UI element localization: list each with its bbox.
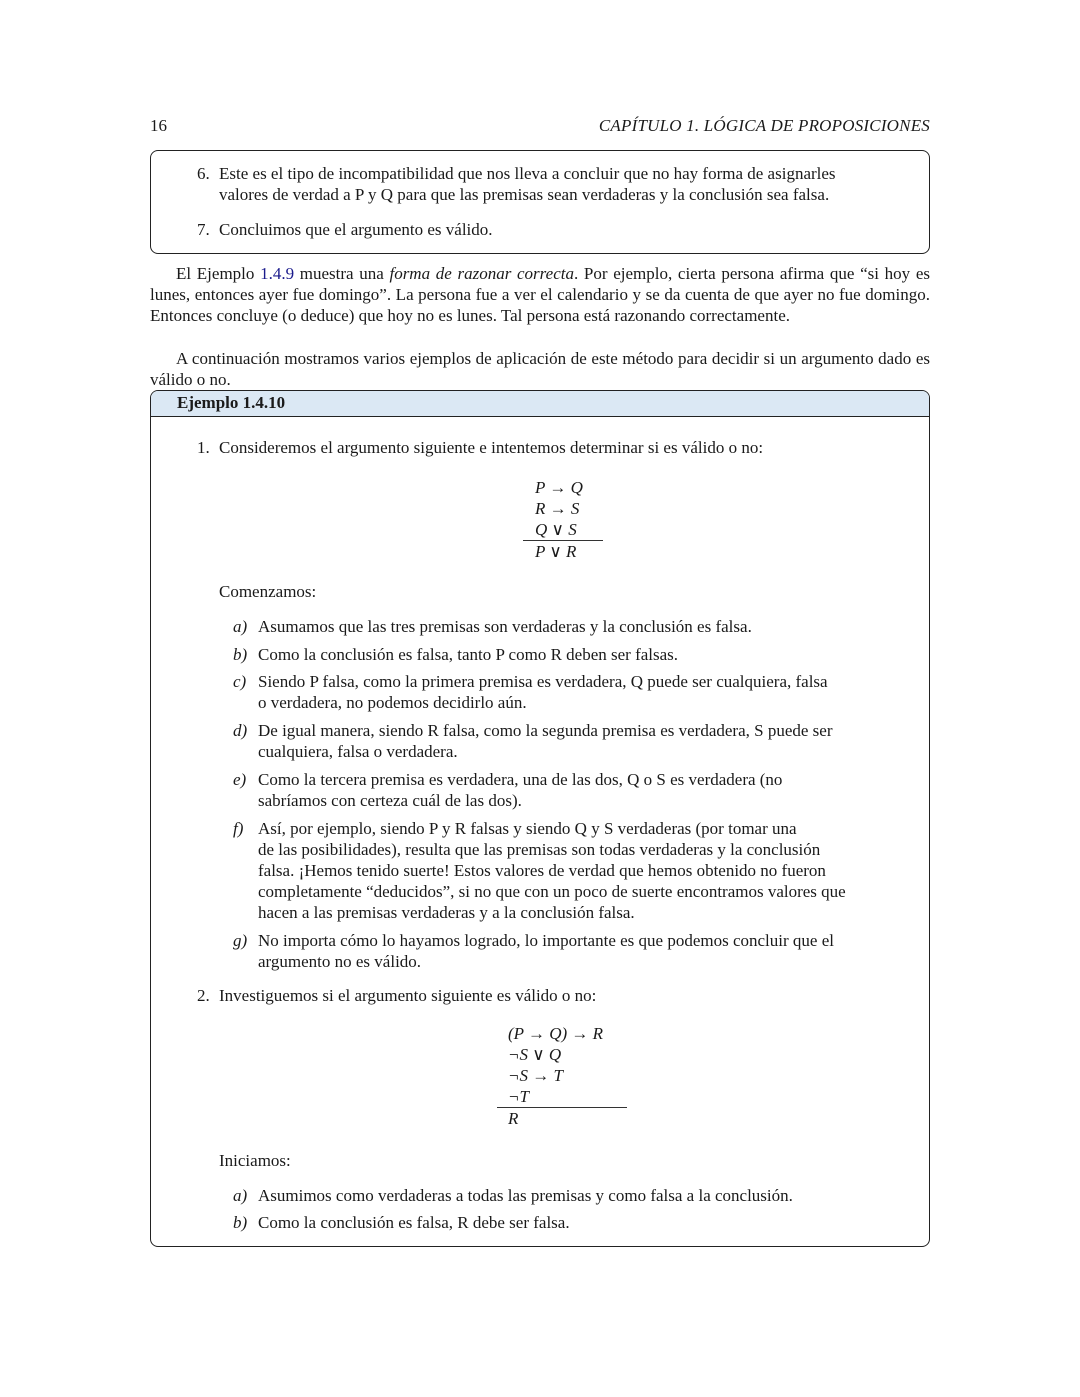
intro-text: Comenzamos: <box>219 582 317 601</box>
text-line: sabríamos con certeza cuál de las dos). <box>258 791 522 810</box>
step-label: d) <box>233 721 248 740</box>
argument-1 <box>523 477 603 562</box>
text-run: El Ejemplo <box>176 264 261 283</box>
example-title: Ejemplo 1.4.10 <box>177 393 286 412</box>
text-line: de las posibilidades), resulta que las premisas son todas verdaderas y la conclusión <box>258 840 821 859</box>
text-line: Como la tercera premisa es verdadera, una de las dos, Q o S es verdadera (no <box>258 770 783 789</box>
premise: Q ∨ S <box>535 520 577 539</box>
text-run: A continuación mostramos varios ejemplos de aplicación de este método para decidir si un argumento dado es válido o no. <box>150 349 930 389</box>
text-line: o verdadera, no podemos decidirlo aún. <box>258 693 527 712</box>
step-label: g) <box>233 931 248 950</box>
text-line: valores de verdad a P y Q para que las premisas sean verdaderas y la conclusión sea falsa. <box>219 185 830 204</box>
text-run: muestra una <box>294 264 390 283</box>
example-box <box>150 390 930 1247</box>
step-label: f) <box>233 819 244 838</box>
premise: (P → Q) → R <box>508 1024 604 1043</box>
page-number: 16 <box>150 116 167 135</box>
step-label: c) <box>233 672 247 691</box>
intro-text: Iniciamos: <box>219 1151 291 1170</box>
emphasis-text: forma de razonar correcta <box>389 264 574 283</box>
premise: P → Q <box>535 478 583 497</box>
text-line: Así, por ejemplo, siendo P y R falsas y siendo Q y S verdaderas (por tomar una <box>258 819 797 838</box>
conclusion: P ∨ R <box>535 542 577 561</box>
enum-number: 6. <box>197 164 210 183</box>
premise: R → S <box>535 499 580 518</box>
step-label: a) <box>233 1186 248 1205</box>
premise: ¬S → T <box>508 1066 563 1085</box>
text-line: Como la conclusión es falsa, tanto P como R deben ser falsas. <box>258 645 679 664</box>
enum-number: 2. <box>197 986 210 1005</box>
text-line: Asumimos como verdaderas a todas las premisas y como falsa a la conclusión. <box>258 1186 793 1205</box>
conclusion: R <box>508 1109 519 1128</box>
text-line: cualquiera, falsa o verdadera. <box>258 742 458 761</box>
text-line: Este es el tipo de incompatibilidad que nos lleva a concluir que no hay forma de asignarles <box>219 164 836 183</box>
text-line: Asumamos que las tres premisas son verdaderas y la conclusión es falsa. <box>258 617 752 636</box>
text-line: De igual manera, siendo R falsa, como la segunda premisa es verdadera, S puede ser <box>258 721 833 740</box>
text-line: No importa cómo lo hayamos logrado, lo importante es que podemos concluir que el <box>258 931 834 950</box>
paragraph-2 <box>150 348 930 390</box>
paragraph-1 <box>150 263 930 326</box>
enum-number: 1. <box>197 438 210 457</box>
step-label: b) <box>233 645 248 664</box>
argument-2 <box>497 1023 627 1129</box>
text-line: completamente “deducidos”, si no que con un poco de suerte encontramos valores que <box>258 882 846 901</box>
text-line: Como la conclusión es falsa, R debe ser falsa. <box>258 1213 570 1232</box>
text-line: falsa. ¡Hemos tenido suerte! Estos valores de verdad que hemos obtenido no fueron <box>258 861 826 880</box>
text-line: hacen a las premisas verdaderas y a la conclusión falsa. <box>258 903 635 922</box>
step-label: e) <box>233 770 247 789</box>
example-link[interactable]: 1.4.9 <box>260 264 295 283</box>
text-line: Concluimos que el argumento es válido. <box>219 220 493 239</box>
step-label: a) <box>233 617 248 636</box>
text-line: argumento no es válido. <box>258 952 422 971</box>
premise: ¬S ∨ Q <box>508 1045 562 1064</box>
example-header <box>151 391 929 417</box>
continued-example-box <box>150 150 930 254</box>
item-text: Investiguemos si el argumento siguiente es válido o no: <box>219 986 597 1005</box>
premise: ¬T <box>508 1087 529 1106</box>
enum-number: 7. <box>197 220 210 239</box>
running-head: CAPÍTULO 1. LÓGICA DE PROPOSICIONES <box>598 116 930 135</box>
step-label: b) <box>233 1213 248 1232</box>
item-text: Consideremos el argumento siguiente e intentemos determinar si es válido o no: <box>219 438 764 457</box>
text-line: Siendo P falsa, como la primera premisa es verdadera, Q puede ser cualquiera, falsa <box>258 672 828 691</box>
text-run: . Por ejemplo, cierta persona afirma que “si hoy es lunes, entonces ayer fue domingo”. La persona fue a ver el calendario y se da cuenta de que ayer no fue domingo. Entonces concluye (o deduce) que hoy no es lunes. Tal persona está razonando correctamente. <box>150 264 931 325</box>
page-header <box>150 116 930 138</box>
